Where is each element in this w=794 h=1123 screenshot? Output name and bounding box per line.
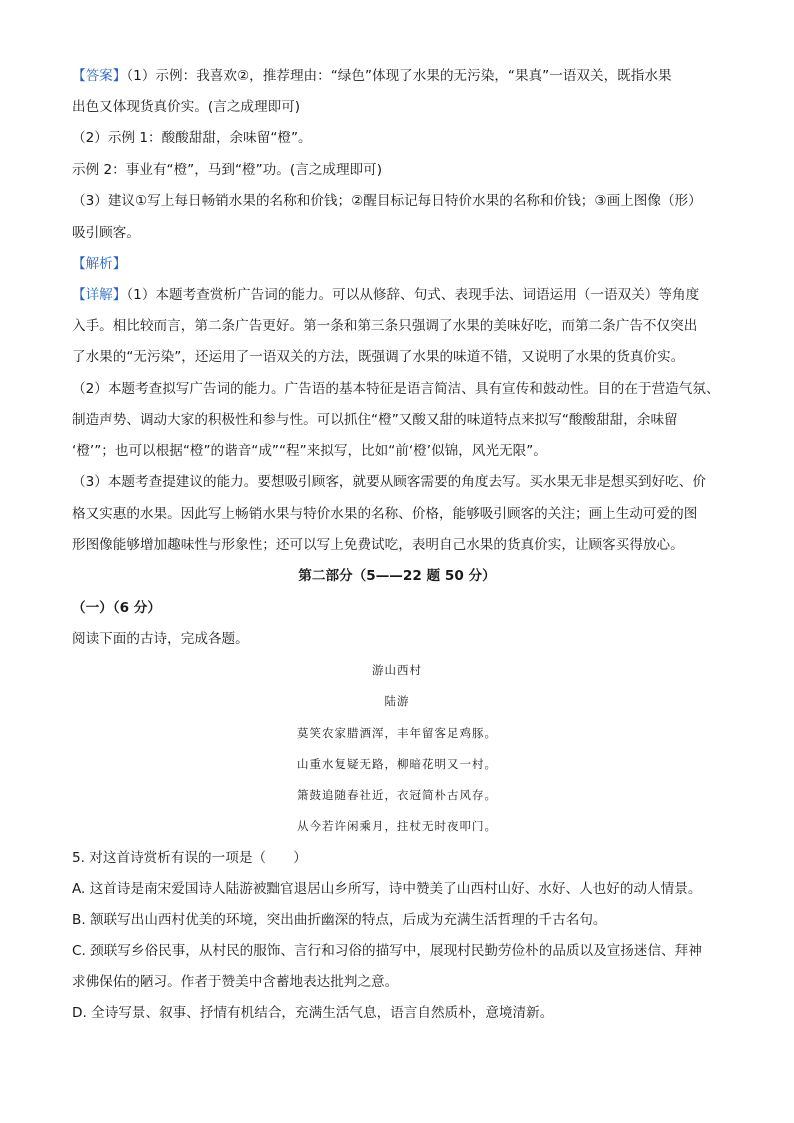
answer-line-2: 出色又体现货真价实。(言之成理即可): [72, 99, 301, 115]
answer-line-6: 吸引顾客。: [72, 225, 140, 241]
detail-line-4: （2）本题考查拟写广告词的能力。广告语的基本特征是语言简洁、具有宣传和鼓动性。目的在于营造气氛、: [72, 381, 720, 397]
part2-heading: 第二部分（5——22 题 50 分）: [298, 568, 496, 584]
answer-line-1: 【答案】（1）示例：我喜欢②，推荐理由：“绿色”体现了水果的无污染，“果真”一语双关，既指水果: [72, 68, 672, 84]
option-c-line-1: C. 颈联写乡俗民事，从村民的服饰、言行和习俗的描写中，展现村民勤劳俭朴的品质以及宣扬迷信、拜神: [72, 943, 702, 959]
poem-title: 游山西村: [372, 663, 422, 677]
poem-line-1: 莫笑农家腊酒浑，丰年留客足鸡豚。: [297, 726, 497, 740]
detail-line-9: 形图像能够增加趣味性与形象性；还可以写上免费试吃，表明自己水果的货真价实，让顾客买得放心。: [72, 537, 684, 553]
detail-line-6: ‘橙’”；也可以根据“橙”的谐音“成”“程”来拟写，比如“前‘橙’似锦，风光无限”。: [72, 443, 547, 459]
option-a: A. 这首诗是南宋爱国诗人陆游被黜官退居山乡所写，诗中赞美了山西村山好、水好、人也好的动人情景。: [72, 881, 702, 897]
answer-line-4: 示例 2：事业有“橙”，马到“橙”功。(言之成理即可): [72, 162, 383, 178]
option-b: B. 颔联写出山西村优美的环境，突出曲折幽深的特点，后成为充满生活哲理的千古名句。: [72, 912, 607, 928]
detail-tag: 【详解】: [72, 287, 127, 303]
option-d: D. 全诗写景、叙事、抒情有机结合，充满生活气息，语言自然质朴，意境清新。: [72, 1005, 554, 1021]
question-5-stem: 5. 对这首诗赏析有误的一项是（ ）: [72, 850, 307, 866]
analysis-tag: 【解析】: [72, 256, 127, 272]
poem-line-4: 从今若许闲乘月，拄杖无时夜叩门。: [297, 819, 497, 833]
poem-line-3: 箫鼓追随春社近，衣冠简朴古风存。: [297, 788, 497, 802]
detail-line-3: 了水果的“无污染”，还运用了一语双关的方法，既强调了水果的味道不错，又说明了水果的货真价实。: [72, 349, 685, 365]
answer-line-3: （2）示例 1：酸酸甜甜，余味留“橙”。: [72, 130, 312, 146]
answer-tag: 【答案】: [72, 68, 127, 84]
detail-line-8: 格又实惠的水果。因此写上畅销水果与特价水果的名称、价格，能够吸引顾客的关注；画上生动可爱的图: [72, 506, 698, 522]
detail-line-1: 【详解】（1）本题考查赏析广告词的能力。可以从修辞、句式、表现手法、词语运用（一语双关）等角度: [72, 287, 700, 303]
reading-instruction: 阅读下面的古诗，完成各题。: [72, 631, 249, 647]
poem-author: 陆游: [384, 694, 410, 708]
detail-line-7: （3）本题考查提建议的能力。要想吸引顾客，就要从顾客需要的角度去写。买水果无非是想买到好吃、价: [72, 474, 706, 490]
poem-line-2: 山重水复疑无路，柳暗花明又一村。: [297, 757, 497, 771]
detail-line-5: 制造声势、调动大家的积极性和参与性。可以抓住“橙”又酸又甜的味道特点来拟写“酸酸甜甜，余味留: [72, 412, 678, 428]
section-heading: （一）（6 分）: [72, 600, 161, 616]
option-c-line-2: 求佛保佑的陋习。作者于赞美中含蓄地表达批判之意。: [72, 974, 399, 990]
answer-line-5: （3）建议①写上每日畅销水果的名称和价钱；②醒目标记每日特价水果的名称和价钱；③画上图像（形）: [72, 193, 702, 209]
detail-line-2: 入手。相比较而言，第二条广告更好。第一条和第三条只强调了水果的美味好吃，而第二条广告不仅突出: [72, 318, 698, 334]
